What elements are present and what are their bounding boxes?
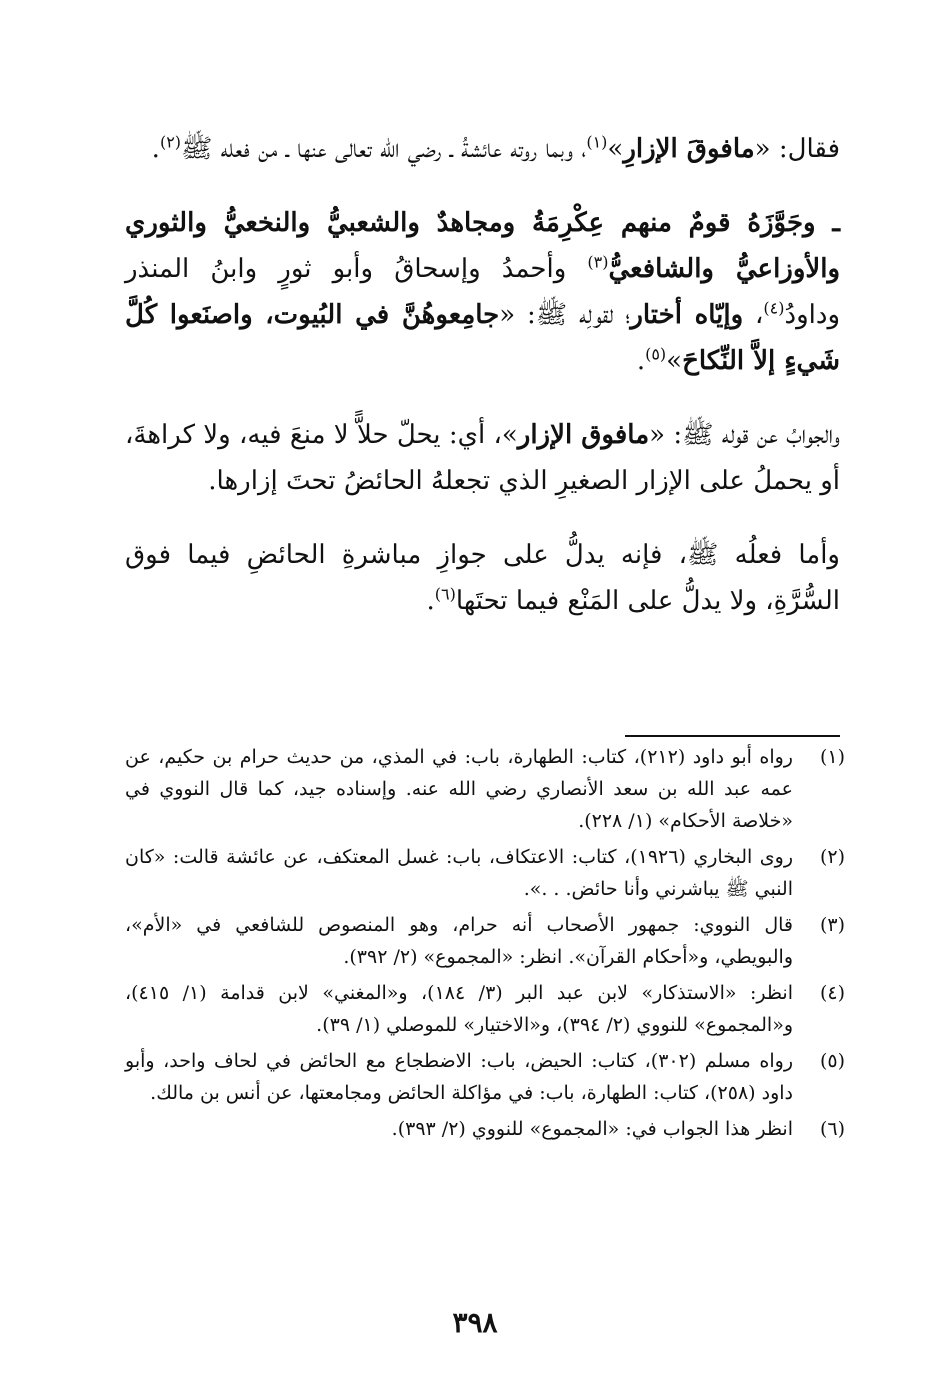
text-run: . bbox=[426, 586, 435, 616]
paragraph-3 bbox=[125, 412, 840, 504]
footnote-ref-6[interactable]: (٦) bbox=[434, 584, 456, 604]
text-run: . bbox=[151, 134, 160, 164]
footnote-ref-1[interactable]: (١) bbox=[586, 132, 608, 152]
footnote-number: (٥) bbox=[819, 1050, 845, 1072]
footnote-ref-2[interactable]: (٢) bbox=[159, 132, 182, 152]
footnote-item bbox=[125, 1113, 845, 1145]
footnote-number: (٤) bbox=[819, 982, 845, 1004]
text-run: »، أي: يحلّ حلاًّ لا منعَ فيه، ولا كراهةَ، أو يحملُ على الإزار الصغيرِ الذي تجعلهُ الحائضُ تحتَ إزارها. bbox=[125, 420, 840, 496]
footnote-number: (٦) bbox=[819, 1118, 845, 1140]
footnote-item bbox=[125, 741, 845, 837]
text-run: » bbox=[666, 346, 683, 376]
quoted-hadith: مافوق الإزار bbox=[517, 420, 650, 450]
footnote-item bbox=[125, 841, 845, 905]
text-run-bold: ـ وجَوَّزَهُ قومٌ منهم عِكْرِمَةُ ومجاهدٌ والشعبيُّ والنخعيُّ والثوري والأوزاعيُّ والشافعيُّ bbox=[125, 208, 841, 284]
text-run: . bbox=[636, 346, 646, 376]
text-run: وأما فعلُه ﷺ، فإنه يدلُّ على جوازِ مباشرةِ الحائضِ فيما فوق السُّرَّةِ، ولا يدلُّ على المَنْع فيما تحتَها bbox=[125, 540, 840, 616]
quoted-hadith: مافوقَ الإزارِ bbox=[623, 134, 755, 164]
footnote-text: انظر: «الاستذكار» لابن عبد البر (٣/ ١٨٤)، و«المغني» لابن قدامة (١/ ٤١٥)، و«المجموع» للنووي (٢/ ٣٩٤)، و«الاختيار» للموصلي (١/ ٣٩). bbox=[125, 982, 793, 1036]
text-run: ، bbox=[743, 300, 764, 330]
footnote-ref-4[interactable]: (٤) bbox=[763, 298, 785, 318]
author-opinion: وإيّاه أختار bbox=[630, 300, 744, 330]
text-run: » bbox=[607, 134, 624, 164]
text-run: ؛ لقولِه ﷺ: « bbox=[499, 300, 631, 330]
footnote-number: (٣) bbox=[819, 914, 845, 936]
main-text bbox=[125, 126, 840, 652]
footnote-number: (٢) bbox=[819, 846, 845, 868]
quoted-hadith: جامِعوهُنَّ في البُيوت، واصنَعوا كُلَّ شَيءٍ إلاَّ النِّكاحَ bbox=[125, 300, 840, 376]
footnote-item bbox=[125, 977, 845, 1041]
footnote-text: رواه مسلم (٣٠٢)، كتاب: الحيض، باب: الاضطجاع مع الحائض في لحاف واحد، وأبو داود (٢٥٨)، كتاب: الطهارة، باب: في مؤاكلة الحائض ومجامعتها، عن أنس بن مالك. bbox=[125, 1050, 793, 1104]
page-number: ٣٩٨ bbox=[452, 1306, 498, 1339]
text-run: فقال: « bbox=[754, 134, 840, 164]
footnote-text: رواه أبو داود (٢١٢)، كتاب: الطهارة، باب: في المذي، من حديث حرام بن حكيم، عن عمه عبد الله بن سعد الأنصاري رضي الله عنه. وإسناده جيد، كما قال النووي في «خلاصة الأحكام» (١/ ٢٢٨). bbox=[125, 746, 793, 832]
footnote-text: انظر هذا الجواب في: «المجموع» للنووي (٢/ ٣٩٣). bbox=[391, 1118, 793, 1140]
paragraph-4 bbox=[125, 532, 840, 624]
footnote-item bbox=[125, 909, 845, 973]
footnote-item bbox=[125, 1045, 845, 1109]
paragraph-1 bbox=[125, 126, 840, 172]
footnote-text: روى البخاري (١٩٢٦)، كتاب: الاعتكاف، باب: غسل المعتكف، عن عائشة قالت: «كان النبي ﷺ يباشرني وأنا حائض. . .». bbox=[125, 846, 794, 900]
text-run: ، وبما روته عائشةُ ـ رضي الله تعالى عنها ـ من فعله ﷺ bbox=[181, 134, 587, 164]
footnote-text: قال النووي: جمهور الأصحاب أنه حرام، وهو المنصوص للشافعي في «الأم»، والبويطي، و«أحكام القرآن». انظر: «المجموع» (٢/ ٣٩٢). bbox=[125, 914, 793, 968]
paragraph-2 bbox=[125, 200, 840, 384]
text-run: والجوابُ عن قوله ﷺ: « bbox=[649, 420, 840, 450]
footnotes bbox=[125, 741, 845, 1149]
footnote-ref-5[interactable]: (٥) bbox=[645, 344, 667, 364]
footnote-number: (١) bbox=[819, 746, 845, 768]
footnote-ref-3[interactable]: (٣) bbox=[587, 252, 609, 272]
footnote-separator bbox=[625, 735, 840, 737]
text-run: وأحمدُ وإسحاقُ وأبو ثورٍ وابنُ المنذر وداودُ bbox=[125, 254, 841, 330]
